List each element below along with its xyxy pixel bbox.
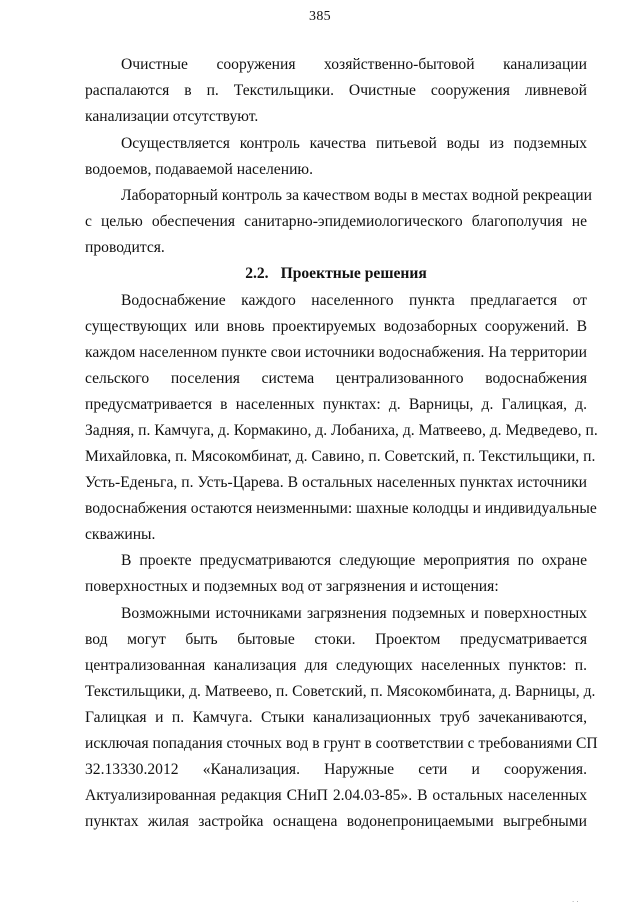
- text-line: распалаются в п. Текстильщики. Очистные сооружения ливневой: [85, 82, 587, 99]
- text-line: Актуализированная редакция СНиП 2.04.03-85». В остальных населенных: [85, 787, 587, 804]
- text-line: Лабораторный контроль за качеством воды в местах водной рекреации: [121, 187, 592, 204]
- text-line: Михайловка, п. Мясокомбинат, д. Савино, п. Советский, п. Текстильщики, п.: [85, 448, 596, 465]
- text-line: Водоснабжение каждого населенного пункта предлагается от: [121, 292, 587, 309]
- text-line: каждом населенном пункте свои источники водоснабжения. На территории: [85, 344, 587, 361]
- text-line: Галицкая и п. Камчуга. Стыки канализационных труб зачеканиваются,: [85, 709, 587, 726]
- text-line: 32.13330.2012 «Канализация. Наружные сети и сооружения.: [85, 761, 587, 778]
- text-line: сельского поселения система централизованного водоснабжения: [85, 370, 587, 387]
- text-line: предусматривается в населенных пунктах: д. Варницы, д. Галицкая, д.: [85, 396, 587, 413]
- section-number: 2.2.: [245, 265, 269, 282]
- text-line: Усть-Еденьга, п. Усть-Царева. В остальных населенных пунктах источники: [85, 474, 587, 491]
- text-line: водоемов, подаваемой населению.: [85, 161, 313, 178]
- page-number: 385: [309, 9, 331, 24]
- text-line: Возможными источниками загрязнения подземных и поверхностных: [121, 605, 587, 622]
- text-line: скважины.: [85, 526, 156, 543]
- text-line: Текстильщики, д. Матвеево, п. Советский, п. Мясокомбината, д. Варницы, д.: [85, 683, 596, 700]
- text-line: В проекте предусматриваются следующие мероприятия по охране: [121, 552, 587, 569]
- text-line: поверхностных и подземных вод от загрязнения и истощения:: [85, 578, 499, 595]
- text-line: исключая попадания сточных вод в грунт в соответствии с требованиями СП: [85, 735, 598, 752]
- text-line: проводится.: [85, 239, 165, 256]
- section-heading: [85, 264, 587, 284]
- text-line: Осуществляется контроль качества питьевой воды из подземных: [121, 135, 587, 152]
- text-line: вод могут быть бытовые стоки. Проектом предусматривается: [85, 631, 587, 648]
- text-line: водоснабжения остаются неизменными: шахные колодцы и индивидуальные: [85, 500, 597, 517]
- text-line: централизованная канализация для следующих населенных пунктов: п.: [85, 657, 587, 674]
- text-line: существующих или вновь проектируемых водозаборных сооружений. В: [85, 318, 587, 335]
- scan-artifact: · ·: [572, 898, 579, 906]
- text-line: канализации отсутствуют.: [85, 108, 259, 125]
- text-line: Задняя, п. Камчуга, д. Кормакино, д. Лобаниха, д. Матвеево, д. Медведево, п.: [85, 422, 598, 439]
- section-title: Проектные решения: [280, 265, 427, 282]
- text-line: Очистные сооружения хозяйственно-бытовой канализации: [121, 56, 587, 73]
- text-line: пунктах жилая застройка оснащена водонепроницаемыми выгребными: [85, 813, 587, 830]
- text-line: с целью обеспечения санитарно-эпидемиологического благополучия не: [85, 213, 587, 230]
